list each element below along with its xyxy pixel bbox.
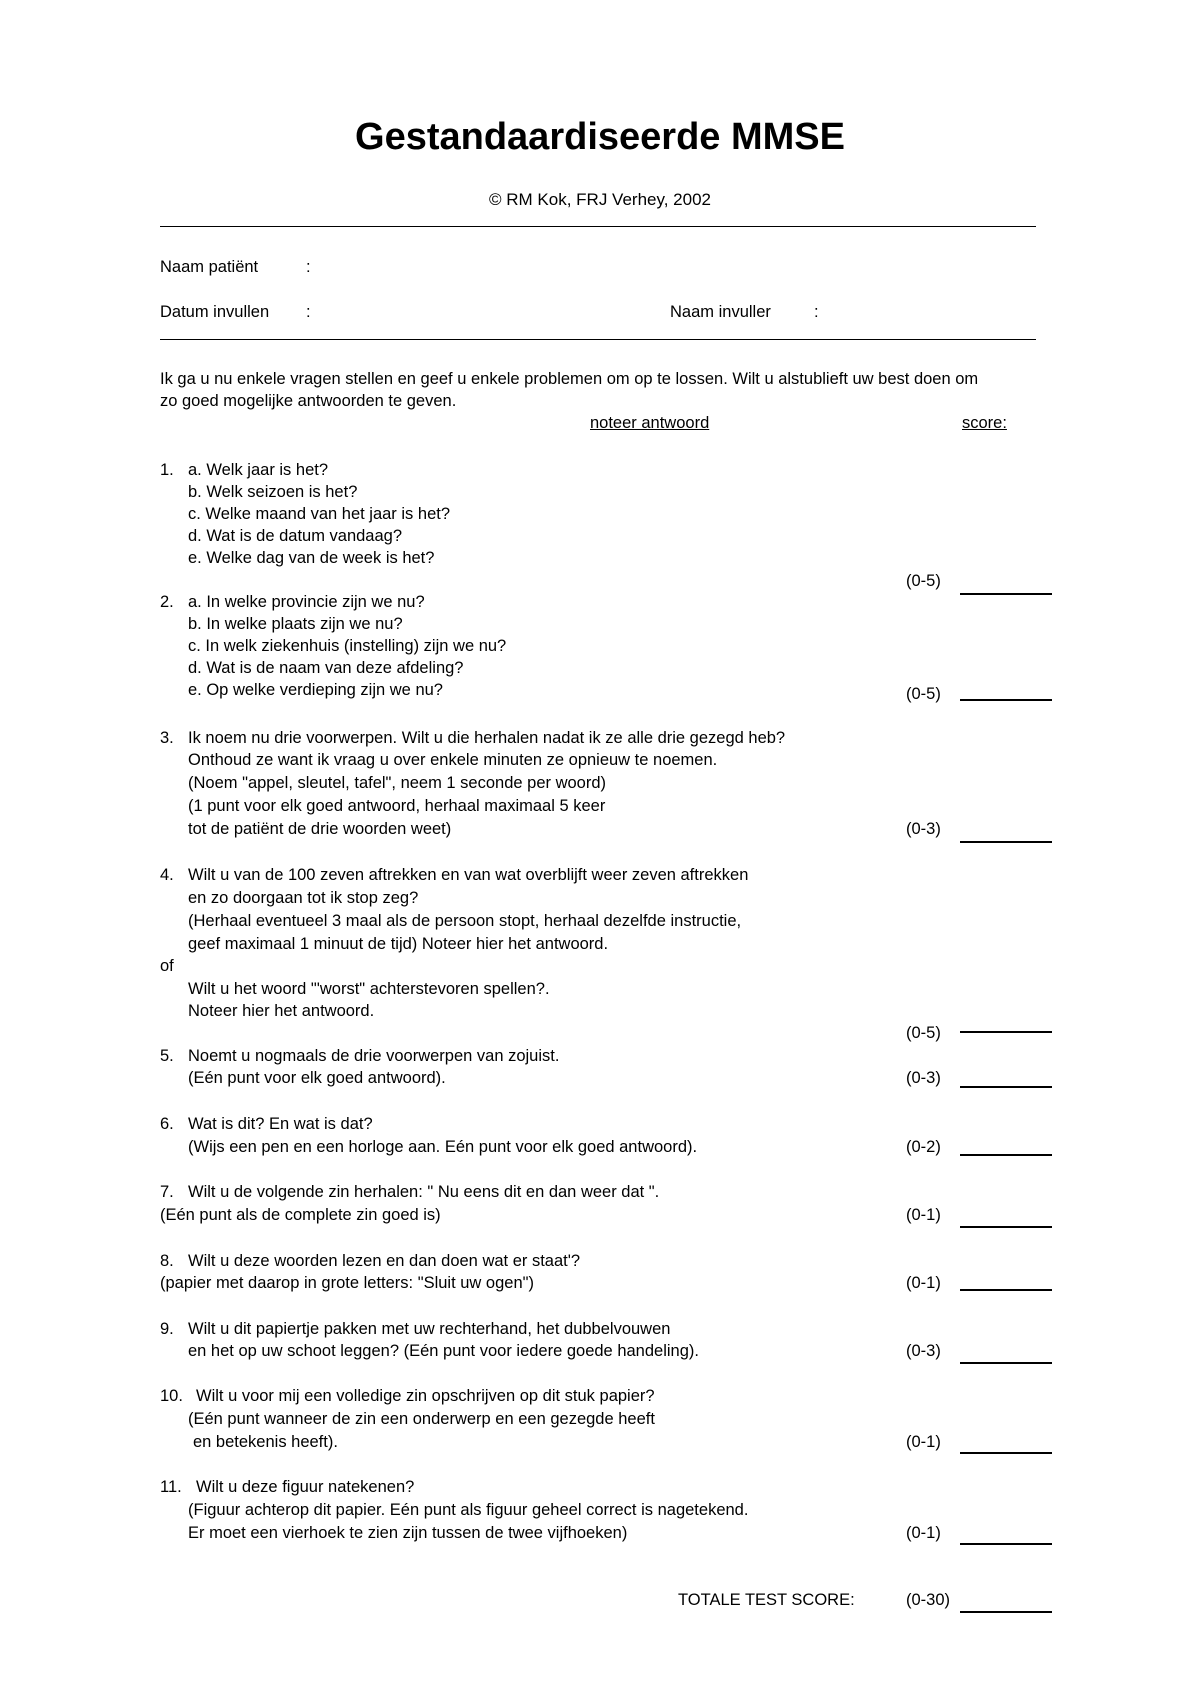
question-1-line: b. Welk seizoen is het?: [188, 483, 358, 501]
question-4-line: en zo doorgaan tot ik stop zeg?: [188, 889, 419, 907]
question-6-line: (Wijs een pen en een horloge aan. Eén punt voor elk goed antwoord).: [188, 1138, 698, 1156]
question-7-line: (Eén punt als de complete zin goed is): [160, 1206, 441, 1224]
question-11-line: Er moet een vierhoek te zien zijn tussen de twee vijfhoeken): [188, 1524, 628, 1542]
question-4-line: geef maximaal 1 minuut de tijd) Noteer hier het antwoord.: [188, 935, 609, 953]
question-9-line: Wilt u dit papiertje pakken met uw rechterhand, het dubbelvouwen: [188, 1320, 671, 1338]
question-4-line: (Herhaal eventueel 3 maal als de persoon stopt, herhaal dezelfde instructie,: [188, 912, 742, 930]
filler-name-label: Naam invuller: [670, 303, 771, 321]
question-4-or: of: [160, 957, 174, 975]
question-number: 6.: [160, 1115, 174, 1133]
question-6-line: Wat is dit? En wat is dat?: [188, 1115, 373, 1133]
score-blank-q4[interactable]: [960, 1031, 1052, 1033]
total-score-range: (0-30): [906, 1591, 951, 1609]
score-blank-q11[interactable]: [960, 1543, 1052, 1545]
score-blank-q3[interactable]: [960, 841, 1052, 843]
patient-name-label: Naam patiënt: [160, 258, 259, 276]
question-1-line: a. Welk jaar is het?: [188, 461, 329, 479]
score-blank-q2[interactable]: [960, 699, 1052, 701]
filler-name-colon: :: [814, 303, 819, 321]
score-blank-q6[interactable]: [960, 1154, 1052, 1156]
divider-fields: [160, 339, 1036, 340]
total-score-label: TOTALE TEST SCORE:: [678, 1591, 855, 1609]
score-range: (0-5): [906, 572, 941, 590]
question-number: 2.: [160, 593, 174, 611]
divider-top: [160, 226, 1036, 227]
score-range: (0-3): [906, 1069, 941, 1087]
score-range: (0-1): [906, 1524, 941, 1542]
question-number: 10.: [160, 1387, 183, 1405]
question-3-line: tot de patiënt de drie woorden weet): [188, 820, 452, 838]
question-8-line: (papier met daarop in grote letters: "Sluit uw ogen"): [160, 1274, 534, 1292]
question-2-line: e. Op welke verdieping zijn we nu?: [188, 681, 443, 699]
score-blank-q1[interactable]: [960, 593, 1052, 595]
question-3-line: Ik noem nu drie voorwerpen. Wilt u die herhalen nadat ik ze alle drie gezegd heb?: [188, 729, 786, 747]
score-blank-q5[interactable]: [960, 1086, 1052, 1088]
question-number: 9.: [160, 1320, 174, 1338]
question-7-line: Wilt u de volgende zin herhalen: " Nu eens dit en dan weer dat ".: [188, 1183, 660, 1201]
date-label: Datum invullen: [160, 303, 270, 321]
score-blank-q9[interactable]: [960, 1362, 1052, 1364]
question-4-line: Wilt u van de 100 zeven aftrekken en van wat overblijft weer zeven aftrekken: [188, 866, 749, 884]
score-range: (0-5): [906, 685, 941, 703]
question-1-line: c. Welke maand van het jaar is het?: [188, 505, 451, 523]
question-5-line: Noemt u nogmaals de drie voorwerpen van zojuist.: [188, 1047, 560, 1065]
question-number: 11.: [160, 1478, 182, 1496]
column-header-score: score:: [962, 414, 1007, 432]
question-2-line: b. In welke plaats zijn we nu?: [188, 615, 403, 633]
score-blank-q10[interactable]: [960, 1452, 1052, 1454]
question-3-line: (Noem "appel, sleutel, tafel", neem 1 seconde per woord): [188, 774, 607, 792]
score-range: (0-3): [906, 1342, 941, 1360]
question-3-line: Onthoud ze want ik vraag u over enkele minuten ze opnieuw te noemen.: [188, 751, 718, 769]
question-11-line: (Figuur achterop dit papier. Eén punt als figuur geheel correct is nagetekend.: [188, 1501, 749, 1519]
question-10-line: (Eén punt wanneer de zin een onderwerp en een gezegde heeft: [188, 1410, 655, 1428]
date-colon: :: [306, 303, 311, 321]
patient-name-colon: :: [306, 258, 311, 276]
question-2-line: a. In welke provincie zijn we nu?: [188, 593, 425, 611]
copyright-line: © RM Kok, FRJ Verhey, 2002: [489, 190, 711, 209]
total-score-blank[interactable]: [960, 1611, 1052, 1613]
question-number: 7.: [160, 1183, 174, 1201]
question-number: 5.: [160, 1047, 174, 1065]
question-10-line: Wilt u voor mij een volledige zin opschrijven op dit stuk papier?: [196, 1387, 655, 1405]
score-range: (0-1): [906, 1274, 941, 1292]
question-number: 1.: [160, 461, 174, 479]
question-1-line: e. Welke dag van de week is het?: [188, 549, 435, 567]
score-range: (0-1): [906, 1433, 941, 1451]
question-11-line: Wilt u deze figuur natekenen?: [196, 1478, 415, 1496]
score-range: (0-2): [906, 1138, 941, 1156]
question-2-line: d. Wat is de naam van deze afdeling?: [188, 659, 464, 677]
score-range: (0-3): [906, 820, 941, 838]
question-1-line: d. Wat is de datum vandaag?: [188, 527, 403, 545]
score-range: (0-1): [906, 1206, 941, 1224]
question-8-line: Wilt u deze woorden lezen en dan doen wat er staat'?: [188, 1252, 581, 1270]
score-blank-q7[interactable]: [960, 1226, 1052, 1228]
question-5-line: (Eén punt voor elk goed antwoord).: [188, 1069, 446, 1087]
question-4-alt-line: Noteer hier het antwoord.: [188, 1002, 375, 1020]
score-blank-q8[interactable]: [960, 1289, 1052, 1291]
intro-line-1: Ik ga u nu enkele vragen stellen en geef u enkele problemen om op te lossen. Wilt u alstublieft uw best doen om: [160, 370, 979, 388]
question-10-line: en betekenis heeft).: [193, 1433, 338, 1451]
column-header-answer: noteer antwoord: [590, 414, 710, 432]
question-number: 4.: [160, 866, 174, 884]
intro-line-2: zo goed mogelijke antwoorden te geven.: [160, 392, 457, 410]
question-2-line: c. In welk ziekenhuis (instelling) zijn we nu?: [188, 637, 507, 655]
question-3-line: (1 punt voor elk goed antwoord, herhaal maximaal 5 keer: [188, 797, 606, 815]
question-number: 3.: [160, 729, 174, 747]
question-4-alt-line: Wilt u het woord "'worst" achterstevoren spellen?.: [188, 980, 550, 998]
score-range: (0-5): [906, 1024, 941, 1042]
page-title: Gestandaardiseerde MMSE: [355, 116, 845, 158]
question-9-line: en het op uw schoot leggen? (Eén punt voor iedere goede handeling).: [188, 1342, 699, 1360]
question-number: 8.: [160, 1252, 174, 1270]
